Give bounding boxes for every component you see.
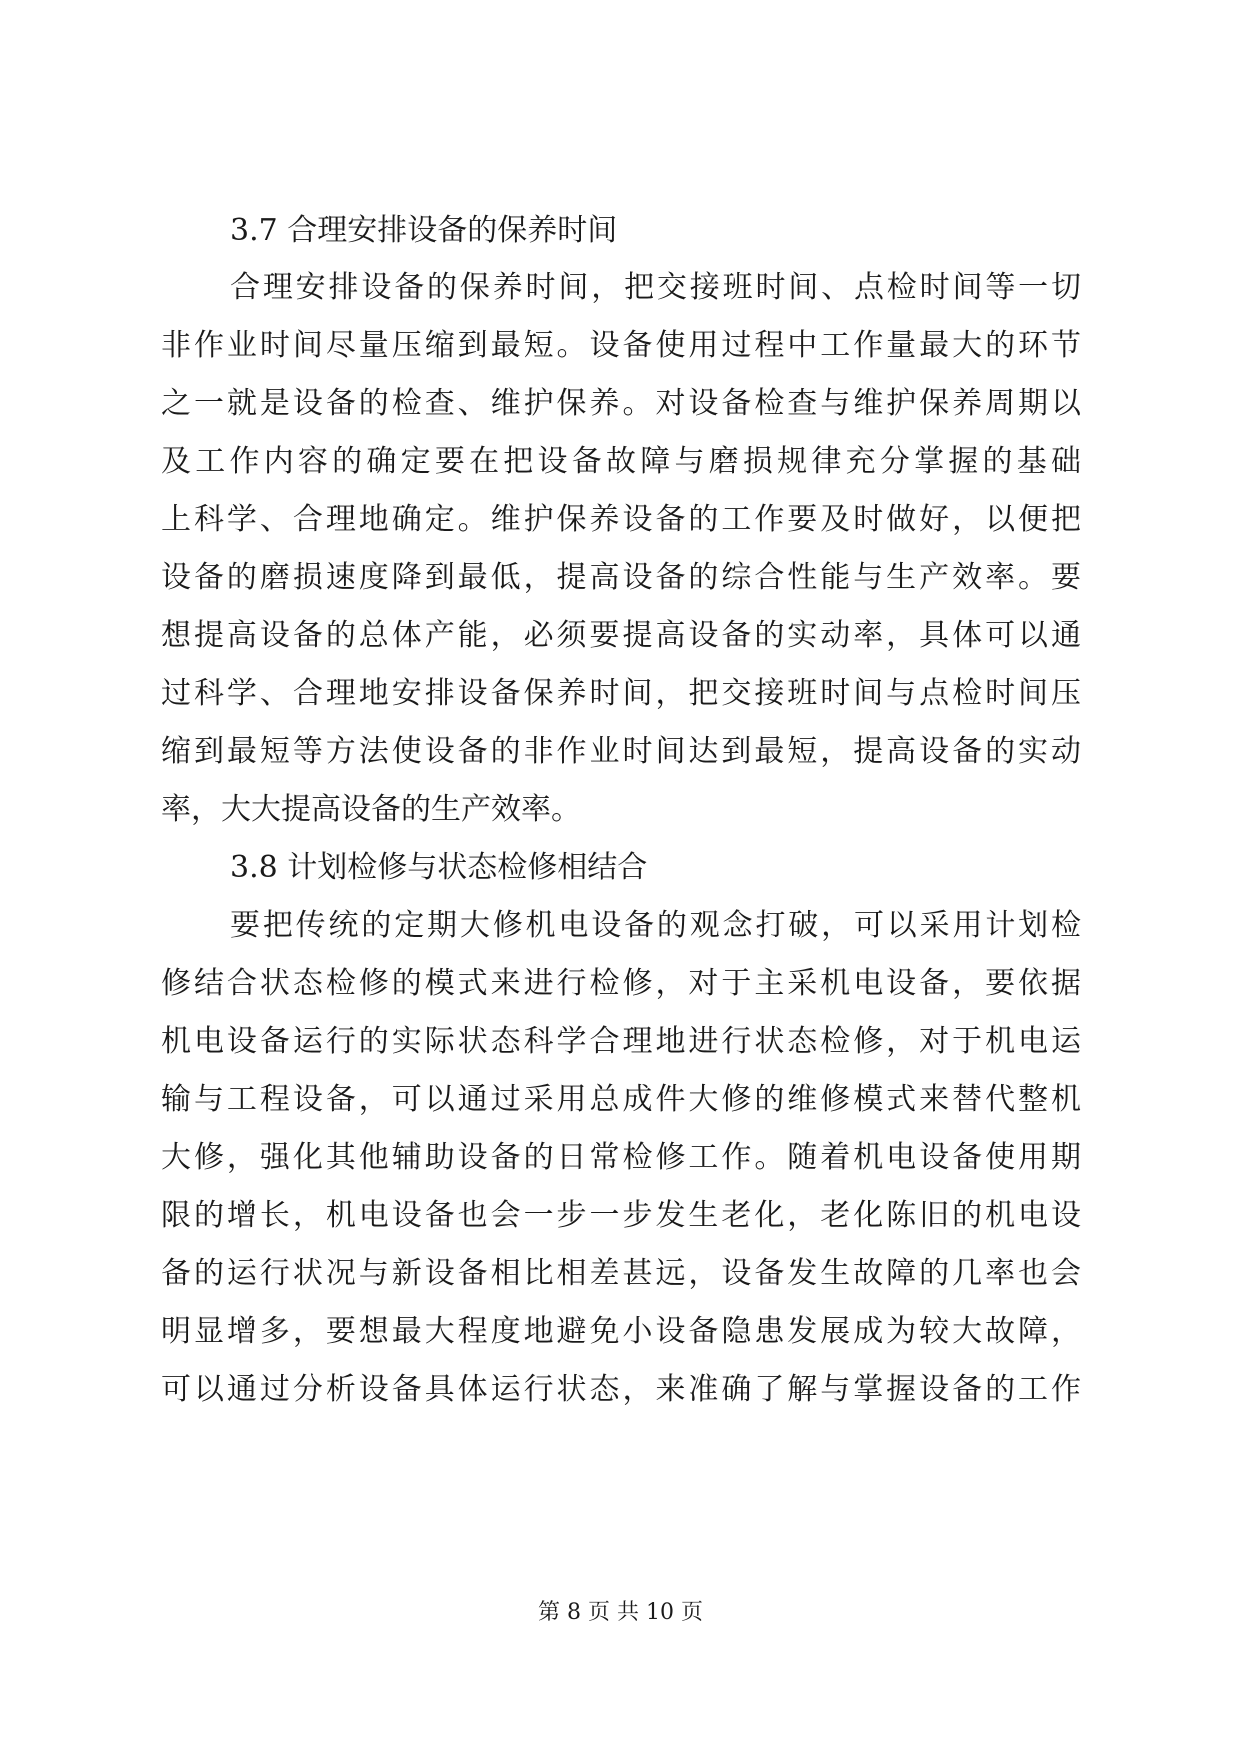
paragraph-line: 之一就是设备的检查、维护保养。对设备检查与维护保养周期以 [161,386,1081,421]
paragraph-line: 可以通过分析设备具体运行状态，来准确了解与掌握设备的工作 [161,1372,1081,1407]
paragraph-line: 备的运行状况与新设备相比相差甚远，设备发生故障的几率也会 [161,1256,1081,1291]
section-heading-3-7: 3.7 合理安排设备的保养时间 [230,213,618,248]
paragraph-line: 大修，强化其他辅助设备的日常检修工作。随着机电设备使用期 [161,1140,1081,1175]
paragraph-line: 过科学、合理地安排设备保养时间，把交接班时间与点检时间压 [161,676,1081,711]
paragraph-line: 明显增多，要想最大程度地避免小设备隐患发展成为较大故障， [161,1314,1081,1349]
paragraph-line: 要把传统的定期大修机电设备的观念打破，可以采用计划检 [230,908,1081,943]
paragraph-line: 机电设备运行的实际状态科学合理地进行状态检修，对于机电运 [161,1024,1081,1059]
paragraph-line: 上科学、合理地确定。维护保养设备的工作要及时做好，以便把 [161,502,1081,537]
paragraph-line: 想提高设备的总体产能，必须要提高设备的实动率，具体可以通 [161,618,1081,653]
paragraph-line: 修结合状态检修的模式来进行检修，对于主采机电设备，要依据 [161,966,1081,1001]
paragraph-line: 缩到最短等方法使设备的非作业时间达到最短，提高设备的实动 [161,734,1081,769]
section-heading-3-8: 3.8 计划检修与状态检修相结合 [230,850,648,885]
paragraph-line: 率，大大提高设备的生产效率。 [161,792,581,827]
paragraph-line: 非作业时间尽量压缩到最短。设备使用过程中工作量最大的环节 [161,328,1081,363]
paragraph-line: 输与工程设备，可以通过采用总成件大修的维修模式来替代整机 [161,1082,1081,1117]
paragraph-line: 合理安排设备的保养时间，把交接班时间、点检时间等一切 [230,270,1081,305]
paragraph-line: 及工作内容的确定要在把设备故障与磨损规律充分掌握的基础 [161,444,1081,479]
paragraph-line: 设备的磨损速度降到最低，提高设备的综合性能与生产效率。要 [161,560,1081,595]
paragraph-line: 限的增长，机电设备也会一步一步发生老化，老化陈旧的机电设 [161,1198,1081,1233]
page-number-footer: 第 8 页 共 10 页 [538,1600,703,1625]
